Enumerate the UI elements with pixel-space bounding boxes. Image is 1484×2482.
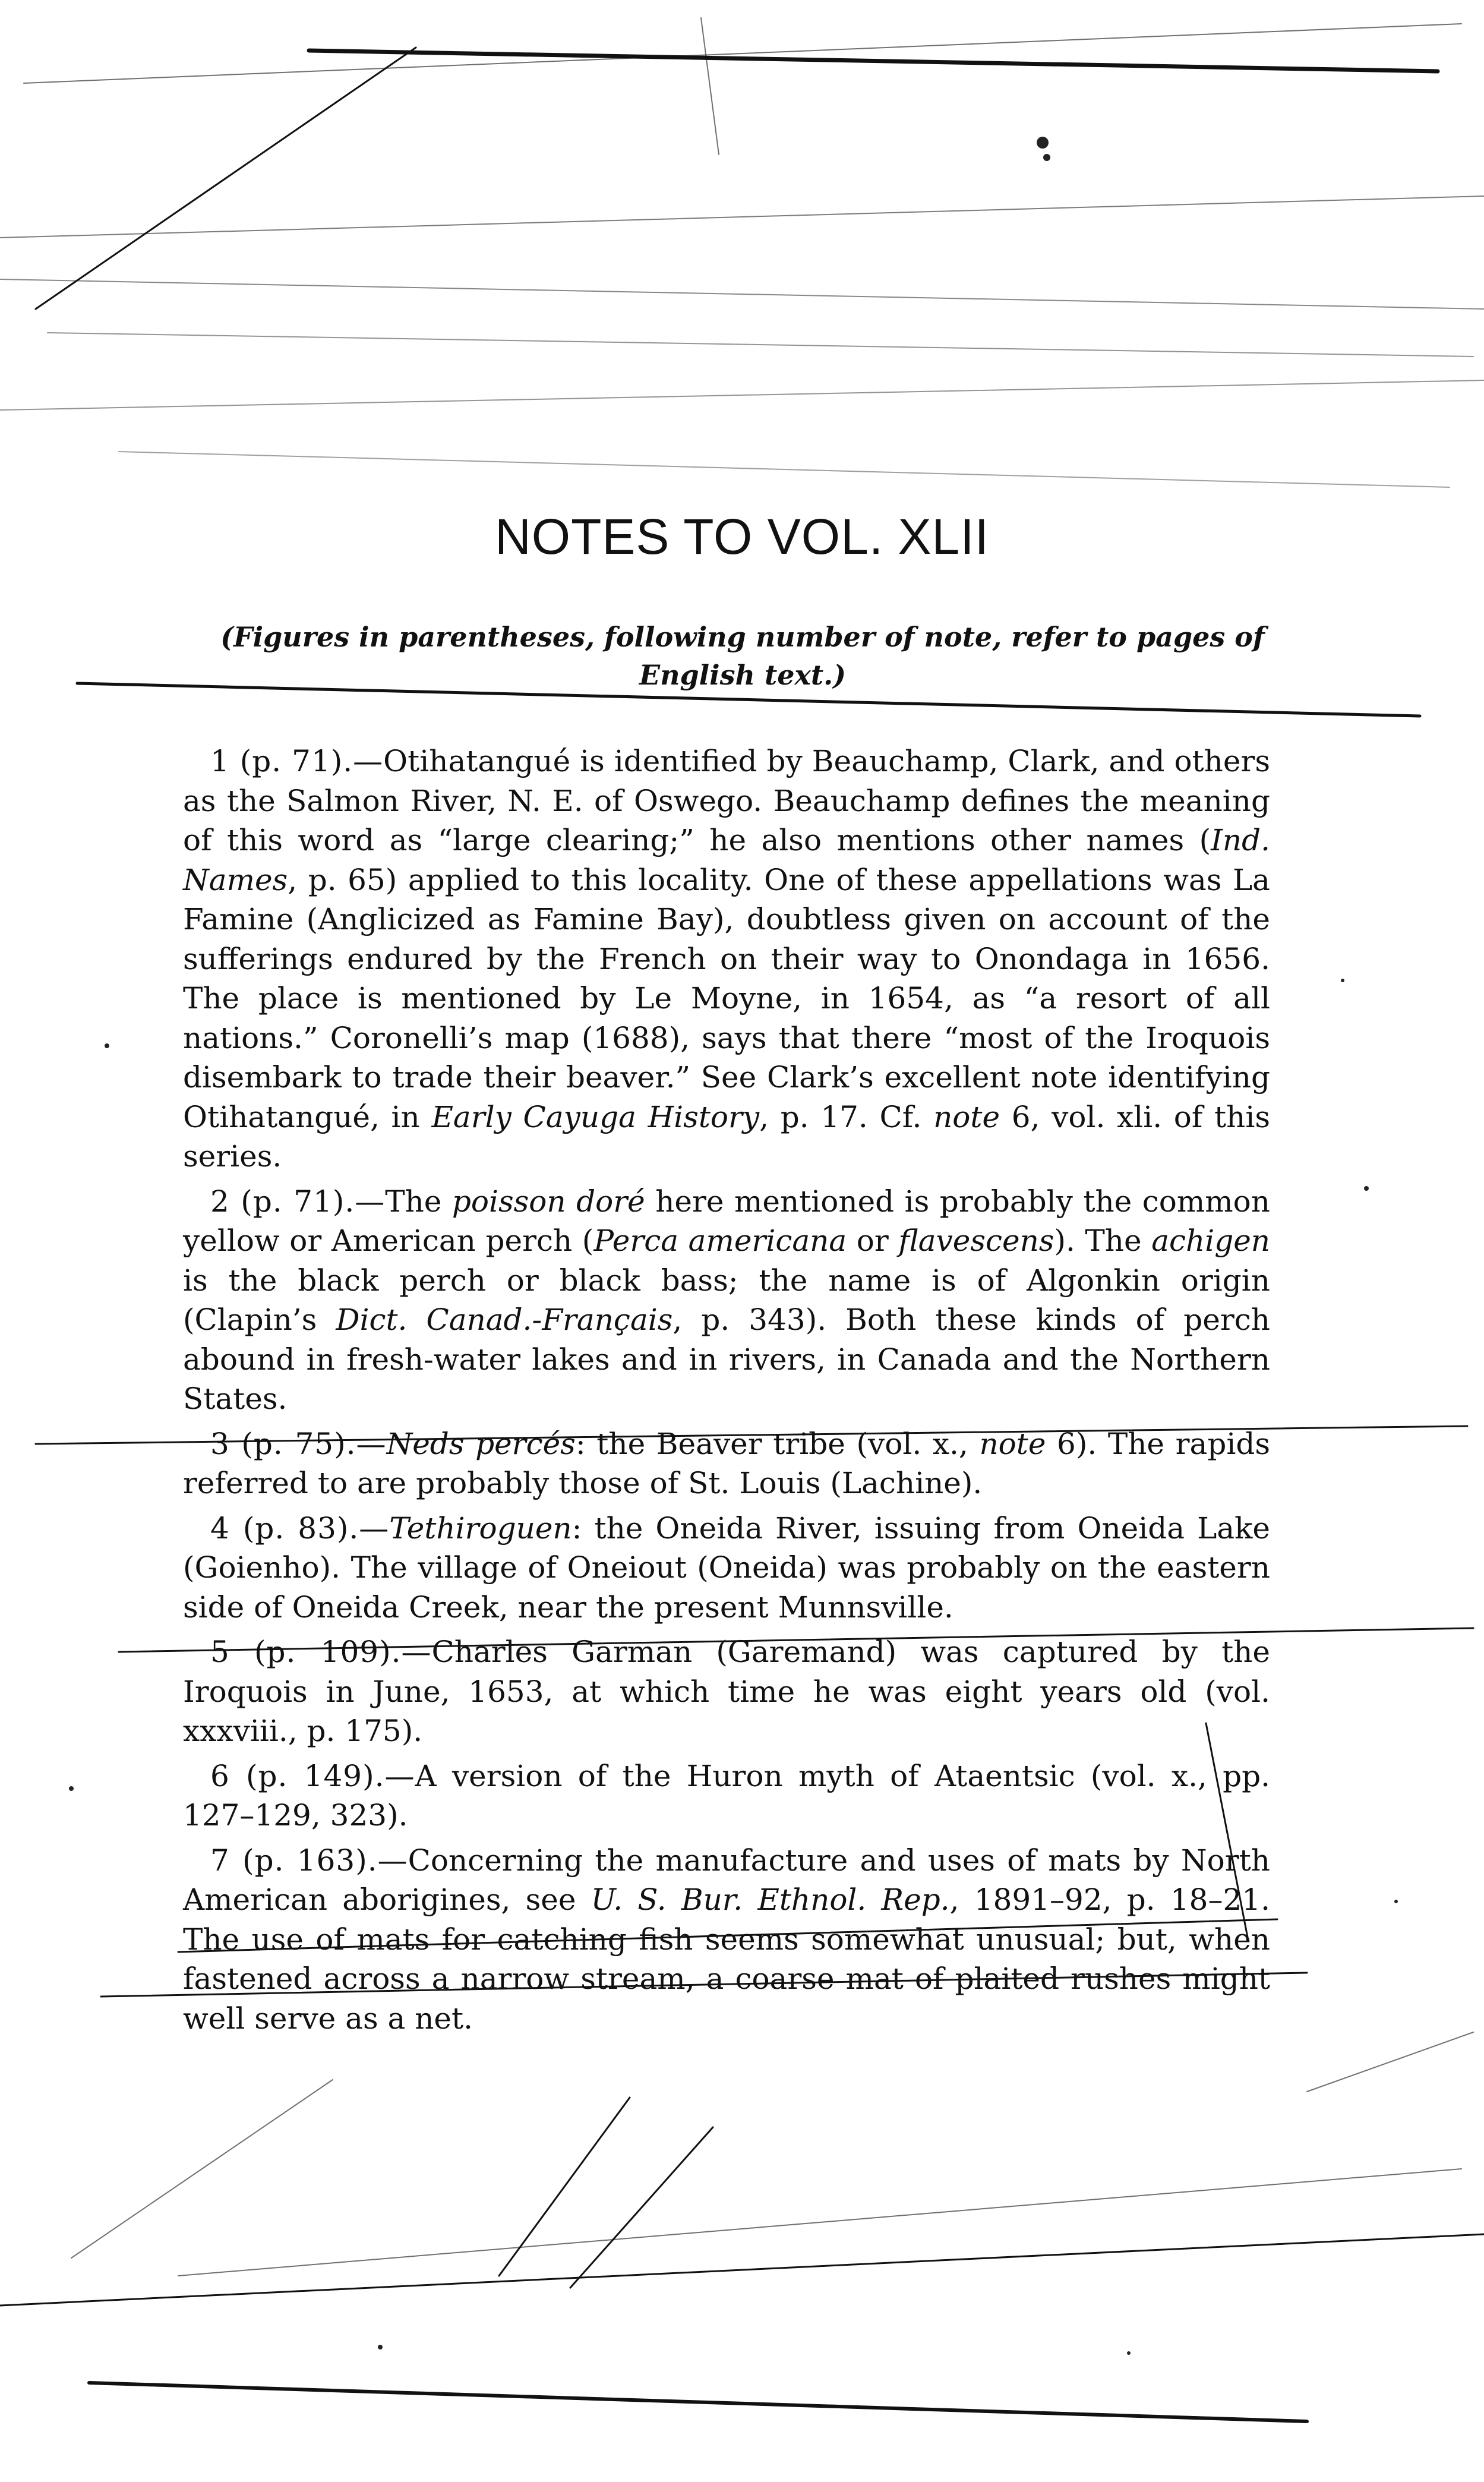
note-3: [183, 1424, 1270, 1503]
notes-list: [183, 742, 1270, 2043]
note-italic-text: flavescens: [898, 1223, 1054, 1258]
note-6: [183, 1756, 1270, 1836]
note-reference: 3 (p. 75).—: [210, 1426, 387, 1461]
note-italic-text: Neds percés: [386, 1426, 576, 1461]
note-text: is the black perch or black bass; the name is of Algonkin origin (Clapin’s: [183, 1263, 1270, 1337]
note-italic-text: achigen: [1151, 1223, 1270, 1258]
note-text: Charles Garman (Garemand) was captured by the Iroquois in June, 1653, at which time he was eight years old (vol. xxxviii., p. 175).: [183, 1635, 1270, 1748]
note-italic-text: poisson doré: [451, 1184, 645, 1219]
note-1: [183, 742, 1270, 1177]
note-italic-text: Early Cayuga History: [431, 1099, 760, 1134]
note-reference: 6 (p. 149).—: [210, 1758, 415, 1793]
note-2: [183, 1182, 1270, 1419]
note-reference: 5 (p. 109).—: [210, 1635, 432, 1669]
note-text: , 1891–92, p. 18–21. The use of mats for catching fish seems somewhat unusual; but, when fastened across a narrow stream, a coarse mat of plaited rushes might well serve as a net.: [183, 1882, 1270, 2036]
note-reference: 2 (p. 71).—: [210, 1184, 386, 1219]
note-italic-text: Tethiroguen: [389, 1510, 572, 1546]
note-text: 6). The rapids referred to are probably those of St. Louis (Lachine).: [183, 1426, 1270, 1500]
note-text: 6, vol. xli. of this series.: [183, 1099, 1270, 1174]
note-4: [183, 1509, 1270, 1628]
note-reference: 4 (p. 83).—: [210, 1510, 390, 1546]
note-text: A version of the Huron myth of Ataentsic (vol. x., pp. 127–129, 323).: [183, 1758, 1270, 1833]
note-text: : the Oneida River, issuing from Oneida Lake (Goienho). The village of Oneiout (Oneida) was probably on the eastern side of Oneida Creek, near the present Munnsville.: [183, 1510, 1270, 1625]
page-subtitle: (Figures in parentheses, following number of note, refer to pages of English text.): [220, 621, 1265, 691]
note-italic-text: U. S. Bur. Ethnol. Rep.: [591, 1882, 950, 1917]
note-text: : the Beaver tribe (vol. x.,: [575, 1426, 980, 1461]
note-5: [183, 1632, 1270, 1751]
note-text: , p. 343). Both these kinds of perch abound in fresh-water lakes and in rivers, in Canada and the Northern States.: [183, 1303, 1270, 1416]
note-text: , p. 65) applied to this locality. One of these appellations was La Famine (Anglicized as Famine Bay), doubtless given on account of the sufferings endured by the French on their way to Onondaga in 1656. The place is mentioned by Le Moyne, in 1654, as “a resort of all nations.” Coronelli’s map (1688), says that there “most of the Iroquois disembark to trade their beaver.” See Clark’s excellent note identifying Otihatangué, in: [183, 862, 1270, 1134]
note-text: or: [847, 1223, 899, 1258]
note-text: here mentioned is probably the common yellow or American perch (: [183, 1184, 1270, 1258]
note-text: The: [385, 1184, 452, 1219]
note-text: , p. 17. Cf.: [759, 1099, 934, 1134]
note-italic-text: Dict. Canad.-Français: [336, 1303, 673, 1337]
note-7: [183, 1841, 1270, 2039]
note-italic-text: Perca americana: [593, 1223, 847, 1258]
note-italic-text: Ind. Names: [183, 823, 1270, 897]
note-text: Concerning the manufacture and uses of mats by North American aborigines, see: [183, 1843, 1270, 1917]
note-reference: 7 (p. 163).—: [210, 1843, 408, 1878]
note-italic-text: note: [933, 1099, 1000, 1134]
note-italic-text: note: [979, 1426, 1046, 1461]
note-text: ). The: [1054, 1223, 1152, 1258]
note-text: Otihatangué is identified by Beauchamp, Clark, and others as the Salmon River, N. E. of Oswego. Beauchamp defines the meaning of this word as “large clearing;” he also mentions other names (: [183, 744, 1271, 857]
page-title: NOTES TO VOL. XLII: [495, 509, 989, 564]
note-reference: 1 (p. 71).—: [210, 744, 384, 778]
